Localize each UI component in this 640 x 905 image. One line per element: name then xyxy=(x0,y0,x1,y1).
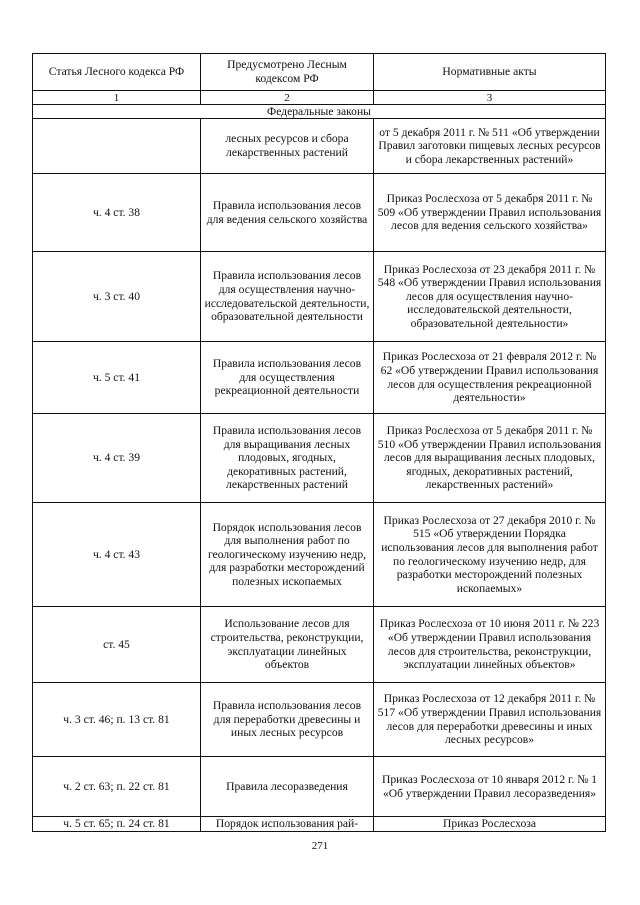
table-row xyxy=(33,683,606,757)
provision-cell: Правила использования лесов для выращивания лесных плодовых, ягодных, декоративных растений, лекарственных растений xyxy=(201,414,374,503)
provision-cell: Порядок использования рай- xyxy=(201,817,374,832)
section-row xyxy=(33,105,606,119)
act-cell: Приказ Рослесхоза от 27 декабря 2010 г. № 515 «Об утверждении Порядка использования лесов для выполнения работ по геологическому изучению недр, для разработки месторождений полезных ископаемых» xyxy=(374,503,606,607)
article-cell: ч. 4 ст. 38 xyxy=(33,174,201,252)
act-cell: от 5 декабря 2011 г. № 511 «Об утверждении Правил заготовки пищевых лесных ресурсов и сбора лекарственных растений» xyxy=(374,119,606,174)
provision-cell: лесных ресурсов и сбора лекарственных растений xyxy=(201,119,374,174)
article-cell: ст. 45 xyxy=(33,607,201,683)
article-cell: ч. 5 ст. 65; п. 24 ст. 81 xyxy=(33,817,201,832)
table-row xyxy=(33,174,606,252)
table-row xyxy=(33,252,606,342)
table-row xyxy=(33,503,606,607)
section-title: Федеральные законы xyxy=(33,105,606,119)
provision-cell: Правила использования лесов для осуществления рекреационной деятельности xyxy=(201,342,374,414)
article-cell xyxy=(33,119,201,174)
act-cell: Приказ Рослесхоза от 5 декабря 2011 г. № 509 «Об утверждении Правил использования лесов для ведения сельского хозяйства» xyxy=(374,174,606,252)
header-acts: Нормативные акты xyxy=(374,54,606,91)
table-row xyxy=(33,119,606,174)
act-cell: Приказ Рослесхоза от 10 июня 2011 г. № 223 «Об утверждении Правил использования лесов для строительства, реконструкции, эксплуатации линейных объектов» xyxy=(374,607,606,683)
table-row xyxy=(33,414,606,503)
column-number: 2 xyxy=(201,91,374,105)
article-cell: ч. 5 ст. 41 xyxy=(33,342,201,414)
laws-table xyxy=(32,53,606,832)
table-header-row xyxy=(33,54,606,91)
act-cell: Приказ Рослесхоза от 21 февраля 2012 г. № 62 «Об утверждении Правил использования лесов для осуществления рекреационной деятельности» xyxy=(374,342,606,414)
act-cell: Приказ Рослесхоза от 12 декабря 2011 г. № 517 «Об утверждении Правил использования лесов для переработки древесины и иных лесных ресурсов» xyxy=(374,683,606,757)
table-row xyxy=(33,607,606,683)
page-number: 271 xyxy=(311,840,329,852)
table-row xyxy=(33,342,606,414)
provision-cell: Правила использования лесов для осуществления научно-исследовательской деятельности, образовательной деятельности xyxy=(201,252,374,342)
article-cell: ч. 4 ст. 43 xyxy=(33,503,201,607)
article-cell: ч. 4 ст. 39 xyxy=(33,414,201,503)
act-cell: Приказ Рослесхоза xyxy=(374,817,606,832)
act-cell: Приказ Рослесхоза от 23 декабря 2011 г. № 548 «Об утверждении Правил использования лесов для осуществления научно-исследовательской деятельности, образовательной деятельности» xyxy=(374,252,606,342)
column-number: 3 xyxy=(374,91,606,105)
provision-cell: Правила использования лесов для переработки древесины и иных лесных ресурсов xyxy=(201,683,374,757)
article-cell: ч. 2 ст. 63; п. 22 ст. 81 xyxy=(33,757,201,817)
header-provision: Предусмотрено Лесным кодексом РФ xyxy=(201,54,374,91)
table-row xyxy=(33,817,606,832)
header-article: Статья Лесного кодекса РФ xyxy=(33,54,201,91)
article-cell: ч. 3 ст. 46; п. 13 ст. 81 xyxy=(33,683,201,757)
act-cell: Приказ Рослесхоза от 10 января 2012 г. № 1 «Об утверждении Правил лесоразведения» xyxy=(374,757,606,817)
table-row xyxy=(33,757,606,817)
article-cell: ч. 3 ст. 40 xyxy=(33,252,201,342)
column-number: 1 xyxy=(33,91,201,105)
act-cell: Приказ Рослесхоза от 5 декабря 2011 г. № 510 «Об утверждении Правил использования лесов для выращивания лесных плодовых, ягодных, декоративных растений, лекарственных растений» xyxy=(374,414,606,503)
provision-cell: Правила использования лесов для ведения сельского хозяйства xyxy=(201,174,374,252)
provision-cell: Порядок использования лесов для выполнения работ по геологическому изучению недр, для разработки месторождений полезных ископаемых xyxy=(201,503,374,607)
provision-cell: Использование лесов для строительства, реконструкции, эксплуатации линейных объектов xyxy=(201,607,374,683)
column-number-row xyxy=(33,91,606,105)
provision-cell: Правила лесоразведения xyxy=(201,757,374,817)
